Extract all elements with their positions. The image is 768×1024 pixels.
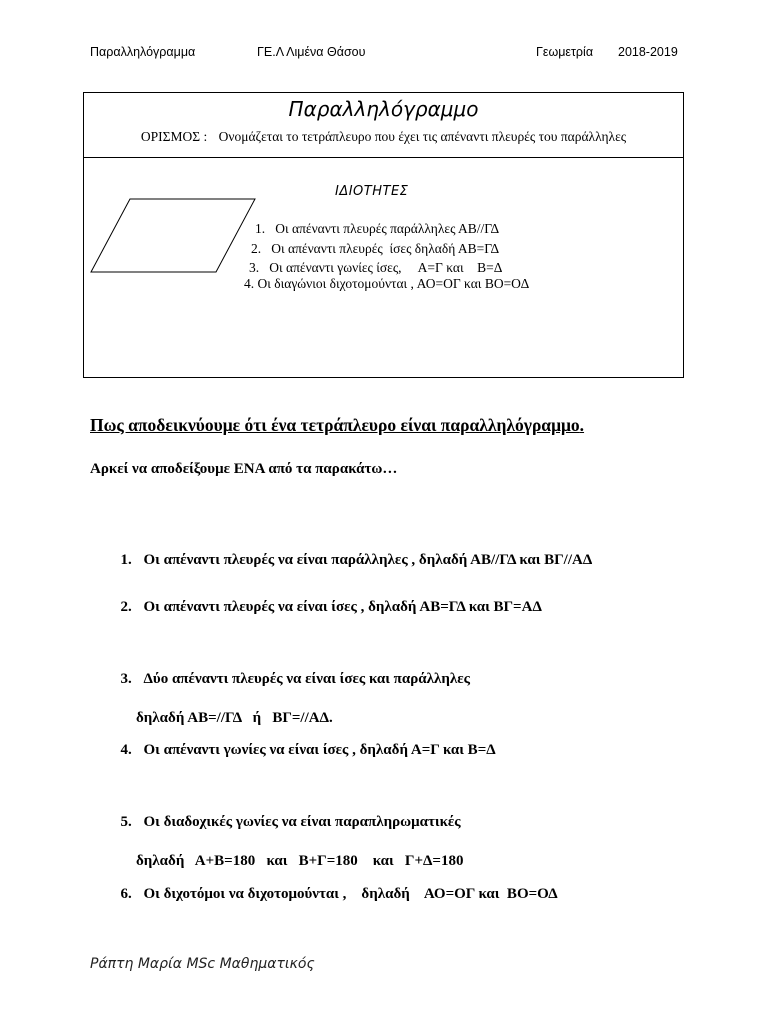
criterion-text: Οι απέναντι πλευρές να είναι ίσες , δηλαδή ΑΒ=ΓΔ και ΒΓ=ΑΔ <box>143 599 542 615</box>
definition-line <box>84 129 683 145</box>
criterion-text: Οι απέναντι πλευρές να είναι παράλληλες , δηλαδή ΑΒ//ΓΔ και ΒΓ//ΑΔ <box>143 552 593 568</box>
property-item: 3. Οι απέναντι γωνίες ίσες, Α=Γ και Β=Δ <box>249 260 503 275</box>
criterion-text: Οι διχοτόμοι να διχοτομούνται , δηλαδή ΑΟ=ΟΓ και ΒΟ=ΟΔ <box>143 886 558 902</box>
criterion-number: 3. <box>120 671 132 687</box>
criterion-item <box>113 535 592 569</box>
criterion-text-line2: δηλαδή Α+Β=180 και Β+Γ=180 και Γ+Δ=180 <box>136 853 464 869</box>
header-course: Γεωμετρία <box>536 45 594 59</box>
header-year: 2018-2019 <box>618 45 678 59</box>
criterion-number: 1. <box>120 552 132 568</box>
header-school: ΓΕ.Λ Λιμένα Θάσου <box>257 45 366 59</box>
criterion-item <box>113 582 542 616</box>
criterion-text-line2: δηλαδή ΑΒ=//ΓΔ ή ΒΓ=//ΑΔ. <box>136 710 333 726</box>
criterion-item <box>113 725 496 759</box>
criterion-item <box>113 869 558 903</box>
criterion-text: Οι απέναντι γωνίες να είναι ίσες , δηλαδή Α=Γ και Β=Δ <box>143 742 496 758</box>
property-item: 2. Οι απέναντι πλευρές ίσες δηλαδή ΑΒ=ΓΔ <box>251 241 500 256</box>
header-subject: Παραλληλόγραμμα <box>90 45 196 59</box>
property-item: 1. Οι απέναντι πλευρές παράλληλες ΑΒ//ΓΔ <box>255 221 500 236</box>
properties-title: ΙΔΙΟΤΗΤΕΣ <box>335 184 409 199</box>
section-heading-text: Πως αποδεικνύουμε ότι ένα τετράπλευρο είναι παραλληλόγραμμο <box>90 415 580 435</box>
definition-label: ΟΡΙΣΜΟΣ : <box>140 129 208 144</box>
intro-text: Αρκεί να αποδείξουμε ΕΝΑ από τα παρακάτω… <box>90 461 398 477</box>
box-title: Παραλληλόγραμμο <box>288 97 479 121</box>
box-divider <box>84 157 683 158</box>
section-heading <box>90 415 584 436</box>
criterion-number: 6. <box>120 886 132 902</box>
criterion-number: 5. <box>120 814 132 830</box>
criterion-text: Δύο απέναντι πλευρές να είναι ίσες και παράλληλες <box>143 671 470 687</box>
property-item: 4. Οι διαγώνιοι διχοτομούνται , ΑΟ=ΟΓ και ΒΟ=ΟΔ <box>244 276 530 291</box>
criterion-number: 4. <box>120 742 132 758</box>
definition-text: Ονομάζεται το τετράπλευρο που έχει τις απέναντι πλευρές του παράλληλες <box>218 129 627 144</box>
section-heading-end: . <box>579 415 585 435</box>
criterion-number: 2. <box>120 599 132 615</box>
author-signature: Ράπτη Μαρία MSc Μαθηματικός <box>90 956 315 972</box>
parallelogram-figure <box>90 198 258 274</box>
criterion-text: Οι διαδοχικές γωνίες να είναι παραπληρωματικές <box>143 814 461 830</box>
